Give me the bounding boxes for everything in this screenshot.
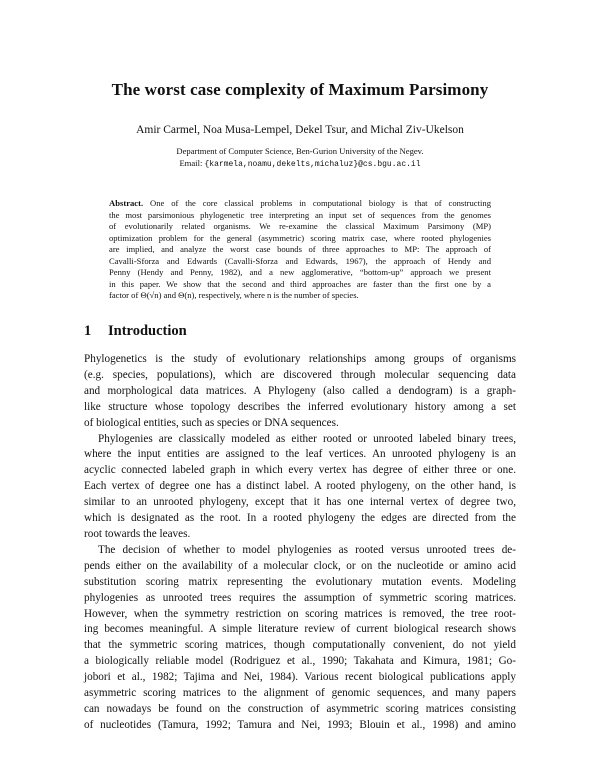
body-line: The decision of whether to model phylogenies as rooted versus unrooted trees de-: [98, 543, 516, 556]
section-title: Introduction: [108, 323, 187, 339]
body-line: Phylogenetics is the study of evolutionary relationships among groups of organisms: [84, 353, 516, 365]
body-line: asymmetric scoring matrices to the alignment of genomic sequences, and many papers: [84, 687, 516, 700]
email-label: Email:: [179, 158, 205, 168]
body-line: can nowadays be found on the construction of asymmetric scoring matrices consisting: [84, 702, 516, 715]
abstract-line: factor of Θ(√n) and Θ(n), respectively, where n is the number of species.: [109, 290, 359, 301]
affiliation-block: [0, 145, 600, 171]
abstract-line: Abstract. One of the core classical problems in computational biology is that of constructing: [109, 198, 491, 208]
abstract-line: in this paper. We show that the second and third approaches are faster than the first one by a: [109, 278, 491, 289]
email-line: [0, 157, 600, 171]
body-line: root towards the leaves.: [84, 527, 191, 540]
abstract-line: Cavalli-Sforza and Edwards (Cavalli-Sforza and Edwards, 1967), the approach of Hendy and: [109, 255, 491, 266]
body-line: that the symmetric scoring matrices, though computationally convenient, do not yield: [84, 639, 516, 652]
section-number: 1: [84, 323, 92, 339]
email-address: {karmela,noamu,dekelts,michaluz}@cs.bgu.ac.il: [204, 160, 421, 169]
body-line: which is designated as the root. In a rooted phylogeny the edges are directed from the: [84, 512, 516, 525]
abstract-line: optimization problem for the general (asymmetric) scoring matrix case, where rooted phylogenies: [109, 232, 491, 243]
abstract-line: are implied, and analyze the worst case bounds of three approaches to MP: The approach of: [109, 244, 491, 255]
body-line: a biologically reliable model (Rodriguez et al., 1990; Takahata and Kimura, 1981; Go-: [84, 655, 516, 668]
abstract-line: Penny (Hendy and Penny, 1982), and a new agglomerative, “bottom-up” approach we present: [109, 267, 491, 278]
body-line: ing becomes meaningful. A simple literature review of current biological research shows: [84, 623, 516, 636]
body-line: jobori et al., 1982; Tajima and Nei, 1984). Various recent biological publications apply: [84, 671, 516, 684]
body-line: of biological entities, such as species or DNA sequences.: [84, 416, 339, 429]
body-line: Phylogenies are classically modeled as either rooted or unrooted labeled binary trees,: [98, 432, 516, 445]
body-line: (e.g. species, populations), which are discovered through molecular sequencing data: [84, 368, 516, 381]
body-line: pends either on the availability of a molecular clock, or on the nucleotide or amino acid: [84, 559, 516, 572]
body-line: and morphological data matrices. A Phylogeny (also called a dendogram) is a graph-: [84, 384, 516, 397]
body-line: Each vertex of degree one has a distinct label. A rooted phylogeny, on the other hand, is: [84, 480, 516, 493]
body-line: like structure whose topology describes the inferred evolutionary history among a set: [84, 400, 516, 413]
body-line: where the input entities are assigned to the leaf vertices. An unrooted phylogeny is an: [84, 448, 516, 461]
abstract-line: the most parsimonious phylogenetic tree interpreting an input set of sequences from the genomes: [109, 209, 491, 220]
author-list: Amir Carmel, Noa Musa-Lempel, Dekel Tsur, and Michal Ziv-Ukelson: [136, 124, 464, 136]
paper-title: The worst case complexity of Maximum Parsimony: [111, 80, 489, 99]
body-line: acyclic connected labeled graph in which every vertex has degree of either three or one.: [84, 464, 516, 477]
body-line: substitution scoring matrix representing the evolutionary mutation events. Modeling: [84, 575, 516, 588]
body-line: similar to an unrooted phylogeny, except that it has one internal vertex of degree two,: [84, 496, 516, 509]
body-line: phylogenies as unrooted trees requires the assumption of symmetric scoring matrices.: [84, 591, 516, 604]
affiliation: Department of Computer Science, Ben-Gurion University of the Negev.: [176, 146, 424, 156]
section-heading: [84, 323, 187, 340]
body-line: However, when the symmetry restriction on scoring matrices is removed, the tree root-: [84, 607, 516, 620]
abstract-line: of evolutionarily related organisms. We re-examine the classical Maximum Parsimony (MP): [109, 221, 491, 232]
abstract-heading: Abstract.: [109, 198, 144, 208]
abstract: [109, 198, 491, 302]
body-line: of nucleotides (Tamura, 1992; Tamura and Nei, 1993; Blouin et al., 1998) and amino: [84, 718, 516, 731]
section-body: [84, 352, 516, 734]
